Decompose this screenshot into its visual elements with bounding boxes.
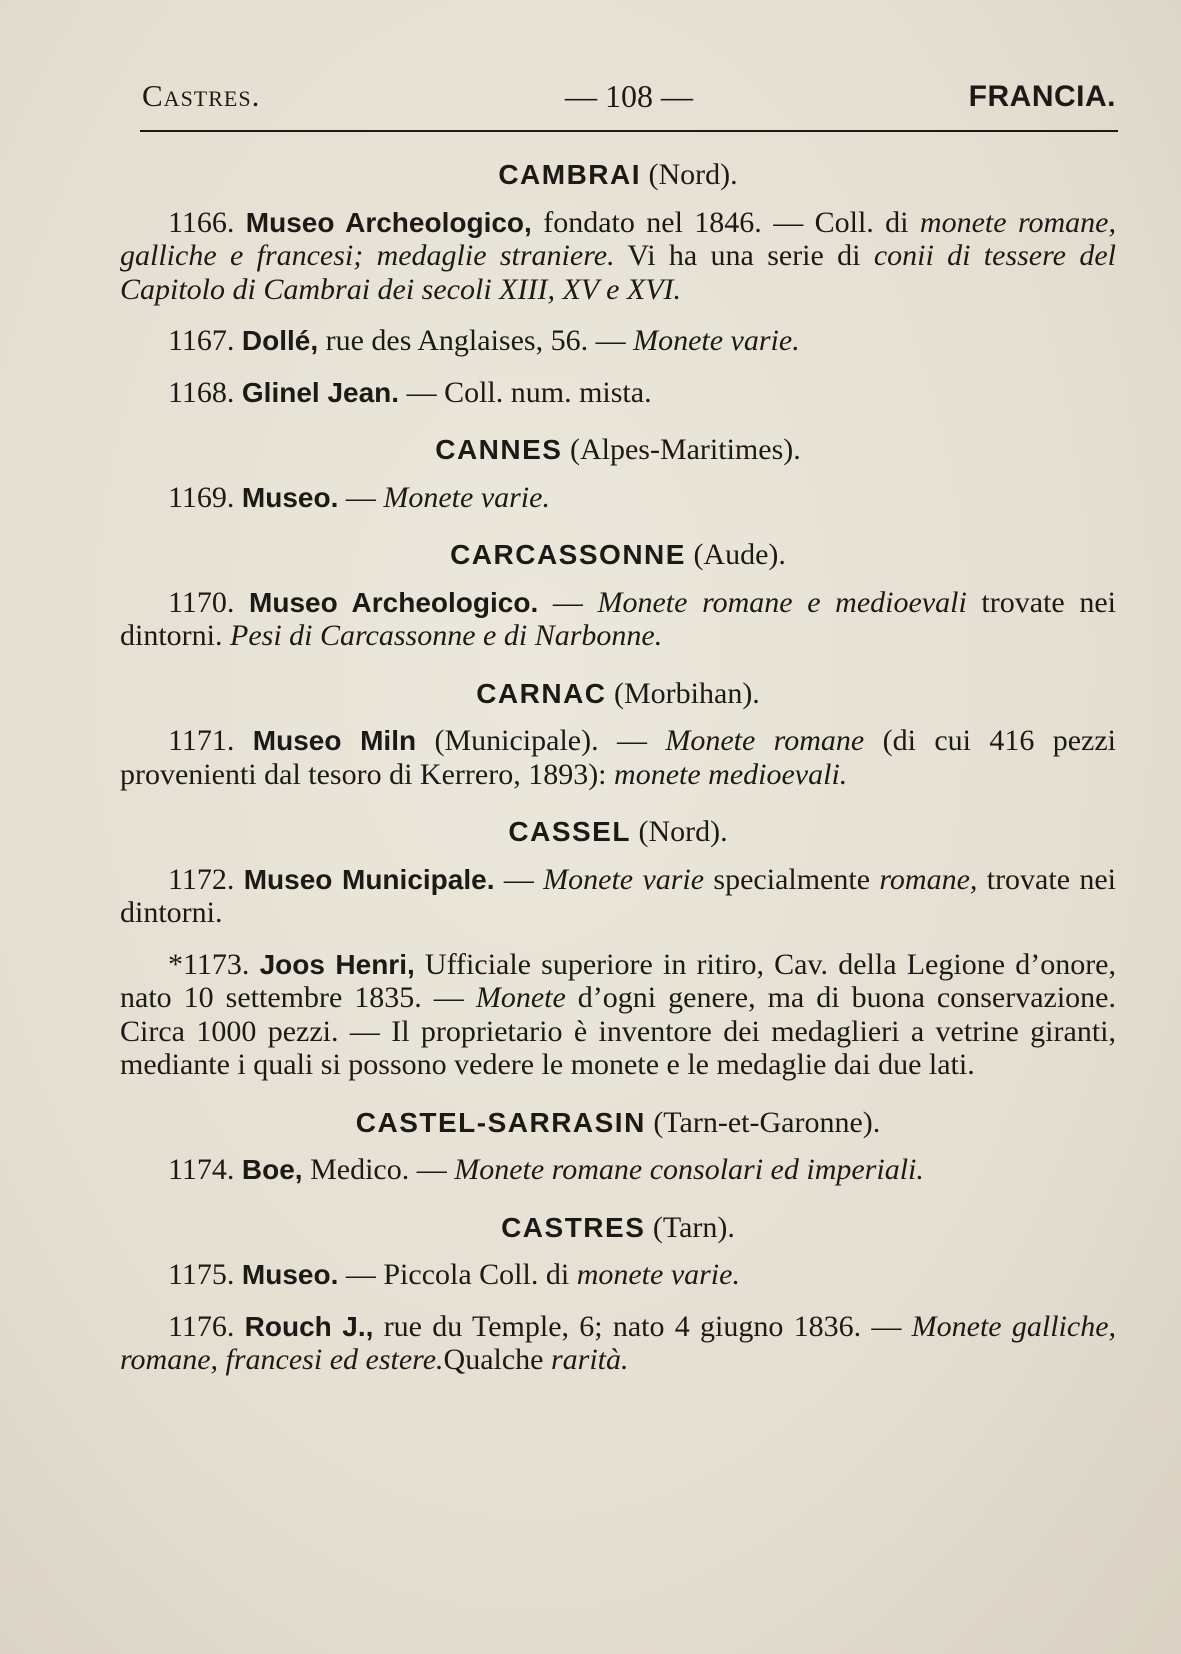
entry-italic-text: Monete romane e medioevali [597,585,967,619]
entry-text: — [538,585,598,619]
entry-number: 1171. [168,724,253,757]
city-name: CAMBRAI [498,159,642,190]
city-name: CARNAC [476,677,607,709]
spacer [120,849,1116,863]
entry-name: Boe, [241,1154,303,1185]
city-name: CASTRES [501,1211,646,1243]
entry-name: Museo Archeologico, [245,206,532,238]
section-heading [120,158,1116,192]
region-name: (Tarn). [645,1210,735,1244]
entry-italic-text: conii di tessere del Capitolo di Cambrai dei secoli XIII, XV e XVI. [120,239,1116,306]
entry-italic-text: monete romane, galliche e francesi; medaglie straniere. [120,205,1116,272]
spacer [120,930,1116,948]
entry-text: (Municipale). — [416,724,666,757]
spacer [120,1082,1116,1106]
spacer [120,1187,1116,1211]
spacer [120,791,1116,815]
entry-name: Glinel Jean. [241,376,400,408]
section-heading [120,538,1116,572]
entry-text: rue du Temple, 6; nato 4 giugno 1836. — [373,1309,912,1343]
entry-number: 1167. [168,324,242,357]
entry-italic-text: Monete varie. [633,324,800,357]
entry-italic-text: monete varie. [576,1258,740,1291]
header-rule [140,130,1118,132]
spacer [120,514,1116,538]
header-left: Castres. [142,78,261,113]
region-name: (Aude). [685,538,786,571]
spacer [120,358,1116,376]
entry-number: 1169. [168,480,242,514]
entry-text: Medico. — [302,1153,455,1186]
entry-number: 1170. [168,585,250,619]
region-name: (Alpes-Maritimes). [562,433,801,466]
entry-name: Museo Miln [252,725,417,756]
spacer [120,409,1116,433]
section-heading [120,433,1116,467]
page-body [120,158,1116,1377]
spacer [120,306,1116,324]
entry-italic-text: rarità. [550,1343,629,1376]
entry-text: trovate nei dintorni. [120,585,1117,652]
entry-text: Qualche [443,1343,551,1376]
entry-italic-text: Monete varie [543,862,705,896]
entry-name: Museo Municipale. [243,863,495,895]
entry-number: 1172. [168,862,244,896]
entry-text: fondato nel 1846. — Coll. di [531,205,920,239]
entry-italic-text: Monete romane [665,724,865,757]
collection-entry [120,948,1116,1082]
region-name: (Morbihan). [606,676,760,710]
spacer [120,467,1116,481]
entry-text: Vi ha una serie di [614,239,874,272]
section-heading [120,815,1116,849]
collection-entry [120,324,1116,358]
city-name: CASSEL [508,816,631,847]
entry-text: specialmente [704,862,880,896]
city-name: CASTEL-SARRASIN [355,1106,646,1138]
collection-entry [120,376,1116,410]
spacer [120,1139,1116,1153]
entry-text: — Coll. num. mista. [399,375,652,409]
entry-italic-text: romane, [879,862,978,896]
entry-italic-text: monete medioevali. [614,757,848,791]
spacer [120,653,1116,677]
running-header [142,78,1116,120]
spacer [120,1292,1116,1310]
entry-italic-text: Monete romane consolari ed imperiali. [454,1153,924,1186]
entry-italic-text: Monete varie. [383,480,550,514]
spacer [120,572,1116,586]
header-right: FRANCIA. [968,80,1116,113]
entry-number: 1174. [168,1153,242,1186]
entry-number: *1173. [168,947,260,981]
collection-entry [120,1310,1116,1377]
collection-entry [120,206,1116,307]
entry-text: — [338,480,384,514]
entry-text: (di cui 416 pezzi provenienti dal tesoro di Kerrero, 1893): [120,724,1117,791]
region-name: (Nord). [630,815,728,848]
collection-entry [120,724,1116,791]
section-heading [120,1211,1116,1245]
entry-text: — Piccola Coll. di [338,1258,577,1291]
entry-text: Ufficiale superiore in ritiro, Cav. della Legione d’onore, nato 10 settembre 1835. — [120,947,1116,1014]
entry-italic-text: Monete [475,981,566,1014]
entry-name: Rouch J., [244,1310,374,1342]
collection-entry [120,586,1116,653]
entry-italic-text: Monete galliche, romane, francesi ed estere. [120,1309,1117,1376]
entry-text: trovate nei dintorni. [120,862,1117,929]
region-name: (Tarn-et-Garonne). [645,1105,881,1139]
entry-name: Dollé, [241,325,319,356]
collection-entry [120,863,1116,930]
entry-number: 1176. [168,1309,245,1343]
city-name: CANNES [435,434,563,465]
entry-number: 1175. [168,1258,242,1291]
entry-number: 1168. [168,375,242,409]
city-name: CARCASSONNE [450,539,686,570]
section-heading [120,1106,1116,1140]
section-heading [120,677,1116,711]
collection-entry [120,481,1116,515]
collection-entry [120,1153,1116,1187]
collection-entry [120,1258,1116,1292]
entry-text: rue des Anglaises, 56. — [318,324,634,357]
entry-number: 1166. [168,205,246,239]
page-number: — 108 — [565,78,693,114]
entry-name: Museo. [241,1259,339,1290]
entry-text: — [494,862,544,896]
region-name: (Nord). [641,158,738,191]
spacer [120,1244,1116,1258]
entry-name: Museo. [241,481,339,513]
entry-name: Museo Archeologico. [249,586,539,618]
entry-italic-text: Pesi di Carcassonne e di Narbonne. [230,619,663,652]
spacer [120,710,1116,724]
spacer [120,192,1116,206]
entry-name: Joos Henri, [259,948,415,980]
entry-text: d’ogni genere, ma di buona conservazione. Circa 1000 pezzi. — Il proprietario è inventore dei medaglieri a vetrine giranti, mediante i quali si possono vedere le monete e le medaglie dai due lati. [120,981,1116,1081]
